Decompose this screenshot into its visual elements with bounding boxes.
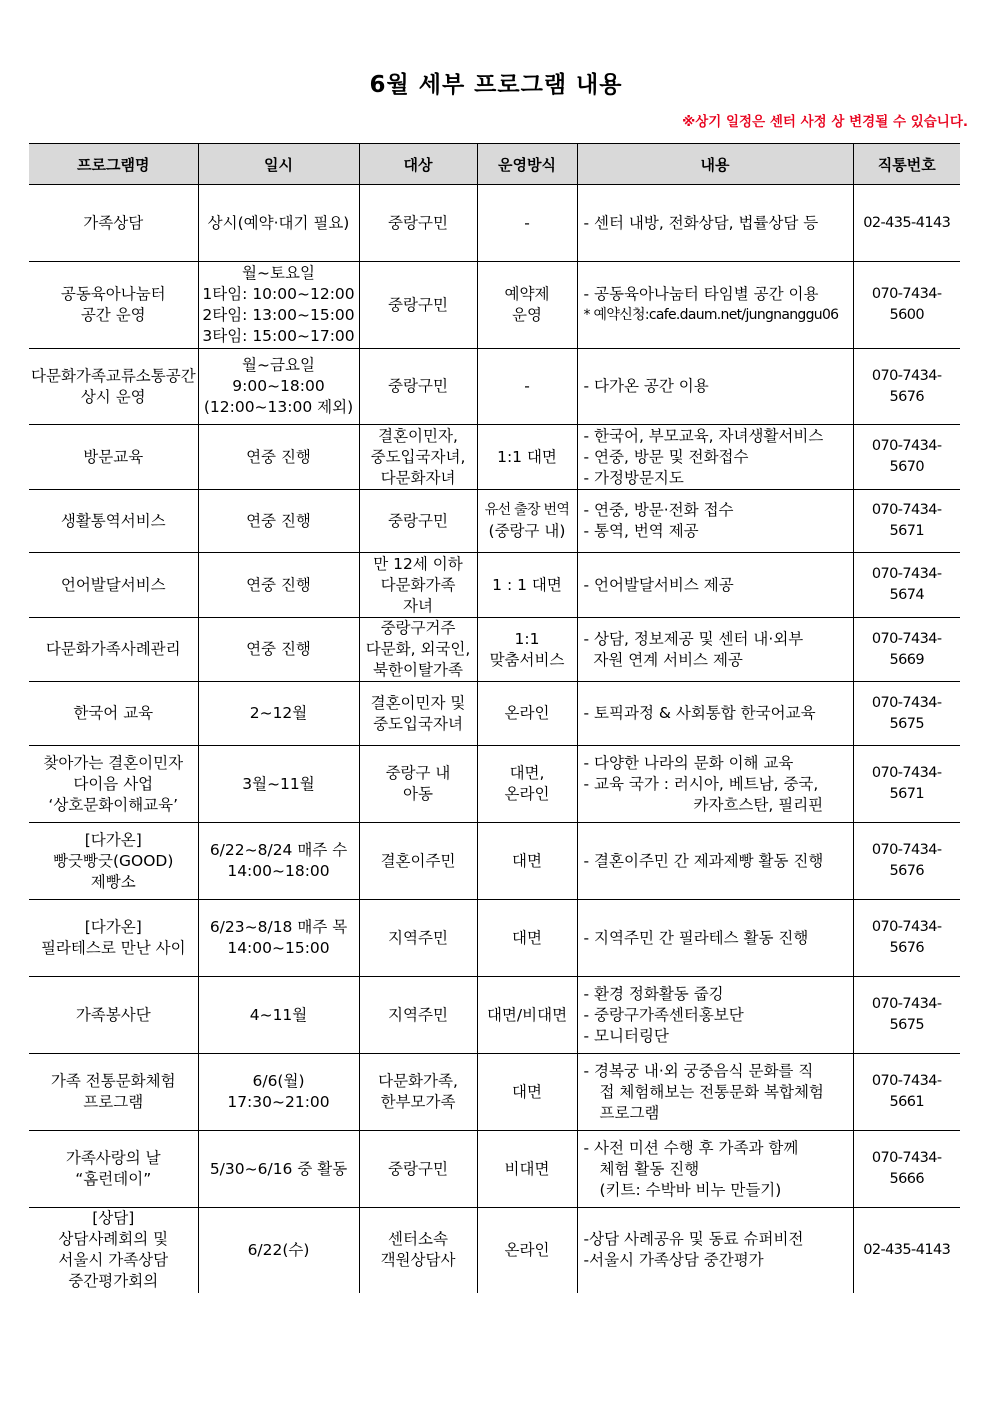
program-name: 가족 전통문화체험 <box>50 1072 176 1090</box>
method-cell <box>477 823 577 900</box>
program-name-cell <box>29 1131 198 1208</box>
target-text: 중랑구 내 <box>385 764 451 782</box>
table-row <box>29 618 960 682</box>
content-line: - 다양한 나라의 문화 이해 교육 <box>583 753 794 772</box>
target-text: 지역주민 <box>388 1005 448 1024</box>
table-row <box>29 349 960 425</box>
content-line: - 사전 미션 수행 후 가족과 함께 <box>583 1138 799 1157</box>
program-name-cell <box>29 349 198 425</box>
content-line: - 결혼이주민 간 제과제빵 활동 진행 <box>583 851 824 870</box>
program-name: 다문화가족사례관리 <box>45 640 181 658</box>
content-cell <box>577 490 853 553</box>
program-name-cell <box>29 746 198 823</box>
target-text: 중랑구거주 <box>380 619 456 637</box>
method-cell <box>477 425 577 490</box>
target-cell <box>359 900 477 977</box>
program-name-cell <box>29 425 198 490</box>
date-text: 5/30~6/16 중 활동 <box>209 1159 348 1178</box>
date-text: 월~토요일 <box>242 264 315 282</box>
method-text: 운영 <box>512 306 542 324</box>
content-cell <box>577 977 853 1054</box>
content-cell <box>577 823 853 900</box>
method-text: 맞춤서비스 <box>489 650 565 669</box>
method-cell <box>477 349 577 425</box>
program-name: 공간 운영 <box>80 306 146 324</box>
method-text: - <box>524 213 530 232</box>
program-name: [상담] <box>92 1209 135 1228</box>
table-row <box>29 425 960 490</box>
content-cell <box>577 746 853 823</box>
date-text: 연중 진행 <box>246 511 311 530</box>
content-cell <box>577 349 853 425</box>
phone-cell: 070-7434-5675 <box>853 977 960 1054</box>
target-text: 북한이탈가족 <box>373 661 463 679</box>
content-line: - 다가온 공간 이용 <box>583 377 709 395</box>
content-line: 자원 연계 서비스 제공 <box>583 650 743 669</box>
date-text: 연중 진행 <box>246 447 311 466</box>
date-cell <box>198 900 359 977</box>
method-text: 대면, <box>509 764 545 782</box>
date-cell <box>198 1131 359 1208</box>
program-name: 상시 운영 <box>80 387 146 406</box>
program-name-cell <box>29 185 198 262</box>
program-name: 프로그램 <box>83 1093 144 1111</box>
content-line: - 경복궁 내·외 궁중음식 문화를 직 <box>583 1061 814 1080</box>
header-content: 내용 <box>577 144 853 185</box>
content-line: 체험 활동 진행 <box>599 1159 700 1178</box>
program-name: 방문교육 <box>83 447 144 466</box>
table-row <box>29 746 960 823</box>
content-line: 프로그램 <box>599 1103 660 1122</box>
target-text: 다문화, 외국인, <box>365 640 471 658</box>
phone-cell: 02-435-4143 <box>853 1208 960 1293</box>
content-cell <box>577 1054 853 1131</box>
date-text: 3월~11월 <box>242 774 315 793</box>
content-line: -서울시 가족상담 중간평가 <box>583 1251 764 1270</box>
target-cell <box>359 262 477 349</box>
table-row <box>29 490 960 553</box>
method-text: 대면 <box>512 851 542 870</box>
program-name: 중간평가회의 <box>68 1272 159 1291</box>
content-cell <box>577 1208 853 1293</box>
content-line: - 공동육아나눔터 타임별 공간 이용 <box>583 285 819 303</box>
program-name: 생활통역서비스 <box>60 511 166 530</box>
date-cell <box>198 682 359 746</box>
date-text: 4~11월 <box>249 1005 308 1024</box>
method-text: 1:1 <box>514 629 540 648</box>
date-text: (12:00~13:00 제외) <box>203 398 354 416</box>
method-text: 비대면 <box>504 1159 550 1178</box>
program-name: 다문화가족교류소통공간 <box>31 366 196 385</box>
phone-cell: 070-7434-5674 <box>853 553 960 618</box>
table-body <box>29 185 960 1293</box>
content-line: - 센터 내방, 전화상담, 법률상담 등 <box>583 213 819 232</box>
program-name-cell <box>29 1054 198 1131</box>
content-line: 카자흐스탄, 필리핀 <box>693 795 824 814</box>
date-text: 월~금요일 <box>242 356 315 374</box>
content-line: - 상담, 정보제공 및 센터 내·외부 <box>583 629 804 648</box>
program-name: 가족사랑의 날 <box>65 1149 161 1167</box>
program-name: 가족봉사단 <box>75 1005 151 1024</box>
target-cell <box>359 1208 477 1293</box>
content-cell <box>577 425 853 490</box>
date-text: 상시(예약·대기 필요) <box>207 213 350 232</box>
program-name: 언어발달서비스 <box>60 575 166 594</box>
target-text: 자녀 <box>403 596 433 615</box>
method-cell <box>477 185 577 262</box>
table-row <box>29 900 960 977</box>
target-text: 결혼이민자 및 <box>370 693 466 712</box>
content-line: - 가정방문지도 <box>583 468 684 487</box>
program-name: [다가온] <box>84 918 142 936</box>
program-name: 제빵소 <box>90 872 136 891</box>
table-row <box>29 1131 960 1208</box>
program-name: 찾아가는 결혼이민자 <box>43 753 184 772</box>
table-row <box>29 553 960 618</box>
program-name: “홈런데이” <box>75 1170 152 1188</box>
content-line: - 언어발달서비스 제공 <box>583 575 734 594</box>
date-text: 14:00~18:00 <box>227 862 330 880</box>
date-text: 6/6(월) <box>252 1072 305 1090</box>
program-name-cell <box>29 262 198 349</box>
date-text: 6/23~8/18 매주 목 <box>209 918 348 936</box>
date-cell <box>198 823 359 900</box>
program-name: 한국어 교육 <box>73 704 154 722</box>
phone-cell: 070-7434-5676 <box>853 349 960 425</box>
content-line: (키트: 수박바 비누 만들기) <box>599 1180 782 1199</box>
table-row <box>29 977 960 1054</box>
content-line: - 모니터링단 <box>583 1026 669 1045</box>
method-text: 1:1 대면 <box>497 447 557 466</box>
target-cell <box>359 618 477 682</box>
target-cell <box>359 553 477 618</box>
program-name: 필라테스로 만난 사이 <box>40 939 186 957</box>
date-text: 6/22(수) <box>247 1240 310 1259</box>
date-text: 3타임: 15:00~17:00 <box>202 327 355 345</box>
target-cell <box>359 425 477 490</box>
content-line: - 교육 국가 : 러시아, 베트남, 중국, <box>583 774 819 793</box>
program-name: 빵긋빵긋(GOOD) <box>53 851 174 870</box>
program-name: 상담사례회의 및 <box>58 1230 169 1249</box>
target-cell <box>359 1054 477 1131</box>
date-text: 2~12월 <box>249 704 308 722</box>
program-table <box>29 143 960 1293</box>
method-cell <box>477 977 577 1054</box>
header-method: 운영방식 <box>477 144 577 185</box>
phone-cell: 02-435-4143 <box>853 185 960 262</box>
target-cell <box>359 823 477 900</box>
program-name-cell <box>29 900 198 977</box>
program-name-cell <box>29 618 198 682</box>
date-text: 6/22~8/24 매주 수 <box>209 841 348 859</box>
content-cell <box>577 900 853 977</box>
target-text: 다문화가족, <box>378 1072 458 1090</box>
program-name-cell <box>29 682 198 746</box>
date-cell <box>198 490 359 553</box>
table-row <box>29 262 960 349</box>
header-program-name: 프로그램명 <box>29 144 198 185</box>
method-cell <box>477 682 577 746</box>
date-text: 9:00~18:00 <box>232 377 325 395</box>
method-cell <box>477 553 577 618</box>
target-cell <box>359 1131 477 1208</box>
program-name-cell <box>29 553 198 618</box>
date-text: 연중 진행 <box>246 575 311 594</box>
date-cell <box>198 553 359 618</box>
table-row <box>29 682 960 746</box>
header-date: 일시 <box>198 144 359 185</box>
program-name-cell <box>29 977 198 1054</box>
content-cell <box>577 262 853 349</box>
date-cell <box>198 262 359 349</box>
content-line: * 예약신청:cafe.daum.net/jungnanggu06 <box>583 307 839 323</box>
program-name: 가족상담 <box>83 213 144 232</box>
target-text: 다문화가족 <box>380 575 456 594</box>
target-text: 센터소속 <box>388 1230 448 1249</box>
method-text: (중랑구 내) <box>488 522 566 540</box>
target-text: 중랑구민 <box>388 377 448 395</box>
content-line: - 통역, 번역 제공 <box>583 522 699 540</box>
target-cell <box>359 977 477 1054</box>
method-cell <box>477 262 577 349</box>
date-cell <box>198 1208 359 1293</box>
content-cell <box>577 185 853 262</box>
target-text: 중랑구민 <box>388 295 448 314</box>
method-cell <box>477 1131 577 1208</box>
content-cell <box>577 553 853 618</box>
method-cell <box>477 900 577 977</box>
table-row <box>29 185 960 262</box>
content-line: 접 체험해보는 전통문화 복합체험 <box>599 1082 824 1101</box>
target-text: 중랑구민 <box>388 1159 448 1178</box>
target-cell <box>359 349 477 425</box>
date-cell <box>198 977 359 1054</box>
target-text: 중도입국자녀 <box>373 714 463 733</box>
target-text: 결혼이민자, <box>378 426 458 445</box>
method-cell <box>477 618 577 682</box>
method-text: 예약제 <box>504 285 550 303</box>
page-title: 6월 세부 프로그램 내용 <box>369 72 623 98</box>
program-name-cell <box>29 1208 198 1293</box>
phone-cell: 070-7434-5669 <box>853 618 960 682</box>
target-cell <box>359 185 477 262</box>
method-text: 온라인 <box>504 785 550 803</box>
date-cell <box>198 746 359 823</box>
date-text: 2타임: 13:00~15:00 <box>202 306 355 324</box>
target-cell <box>359 682 477 746</box>
method-cell <box>477 1054 577 1131</box>
phone-cell: 070-7434-5600 <box>853 262 960 349</box>
method-text: 유선 출장 번역 <box>484 502 570 518</box>
target-cell <box>359 746 477 823</box>
date-cell <box>198 185 359 262</box>
content-line: - 한국어, 부모교육, 자녀생활서비스 <box>583 426 824 445</box>
date-cell <box>198 618 359 682</box>
program-name: ‘상호문화이해교육’ <box>48 795 179 814</box>
content-line: - 토픽과정 & 사회통합 한국어교육 <box>583 704 816 722</box>
target-text: 만 12세 이하 <box>373 554 463 573</box>
content-cell <box>577 682 853 746</box>
target-text: 아동 <box>403 785 433 803</box>
target-cell <box>359 490 477 553</box>
method-text: 온라인 <box>504 704 550 722</box>
date-cell <box>198 425 359 490</box>
table-row <box>29 1208 960 1293</box>
target-text: 결혼이주민 <box>380 851 456 870</box>
phone-cell: 070-7434-5666 <box>853 1131 960 1208</box>
content-line: - 연중, 방문·전화 접수 <box>583 501 734 519</box>
content-line: - 연중, 방문 및 전화접수 <box>583 447 749 466</box>
program-name-cell <box>29 490 198 553</box>
target-text: 중랑구민 <box>388 511 448 530</box>
method-text: 1 : 1 대면 <box>492 575 562 594</box>
target-text: 한부모가족 <box>380 1093 456 1111</box>
content-cell <box>577 618 853 682</box>
method-cell <box>477 746 577 823</box>
content-line: - 환경 정화활동 줍깅 <box>583 984 724 1003</box>
method-text: - <box>524 377 530 395</box>
method-cell <box>477 1208 577 1293</box>
target-text: 지역주민 <box>388 928 448 947</box>
content-line: -상담 사례공유 및 동료 슈퍼비전 <box>583 1230 804 1249</box>
phone-cell: 070-7434-5661 <box>853 1054 960 1131</box>
phone-cell: 070-7434-5671 <box>853 490 960 553</box>
program-name: 공동육아나눔터 <box>60 285 166 303</box>
date-text: 17:30~21:00 <box>227 1093 330 1111</box>
date-text: 연중 진행 <box>246 640 311 658</box>
target-text: 중랑구민 <box>388 213 448 232</box>
method-text: 대면 <box>512 928 542 947</box>
phone-cell: 070-7434-5675 <box>853 682 960 746</box>
date-text: 14:00~15:00 <box>227 939 330 957</box>
content-cell <box>577 1131 853 1208</box>
method-cell <box>477 490 577 553</box>
content-line: - 중랑구가족센터홍보단 <box>583 1005 744 1024</box>
target-text: 중도입국자녀, <box>370 447 466 466</box>
phone-cell: 070-7434-5671 <box>853 746 960 823</box>
program-name: 다이음 사업 <box>73 774 154 793</box>
header-target: 대상 <box>359 144 477 185</box>
table-row <box>29 1054 960 1131</box>
program-name: [다가온] <box>84 830 142 849</box>
phone-cell: 070-7434-5676 <box>853 900 960 977</box>
method-text: 대면/비대면 <box>486 1005 568 1024</box>
change-notice: ※상기 일정은 센터 사정 상 변경될 수 있습니다. <box>682 114 968 130</box>
program-name: 서울시 가족상담 <box>58 1251 169 1270</box>
header-phone: 직통번호 <box>853 144 960 185</box>
method-text: 대면 <box>512 1082 542 1101</box>
content-line: - 지역주민 간 필라테스 활동 진행 <box>583 928 809 947</box>
table-header-row <box>29 144 960 185</box>
date-text: 1타임: 10:00~12:00 <box>202 285 355 303</box>
target-text: 객원상담사 <box>380 1251 456 1270</box>
phone-cell: 070-7434-5670 <box>853 425 960 490</box>
phone-cell: 070-7434-5676 <box>853 823 960 900</box>
date-cell <box>198 349 359 425</box>
table-row <box>29 823 960 900</box>
target-text: 다문화자녀 <box>380 468 456 487</box>
date-cell <box>198 1054 359 1131</box>
program-name-cell <box>29 823 198 900</box>
method-text: 온라인 <box>504 1240 550 1259</box>
